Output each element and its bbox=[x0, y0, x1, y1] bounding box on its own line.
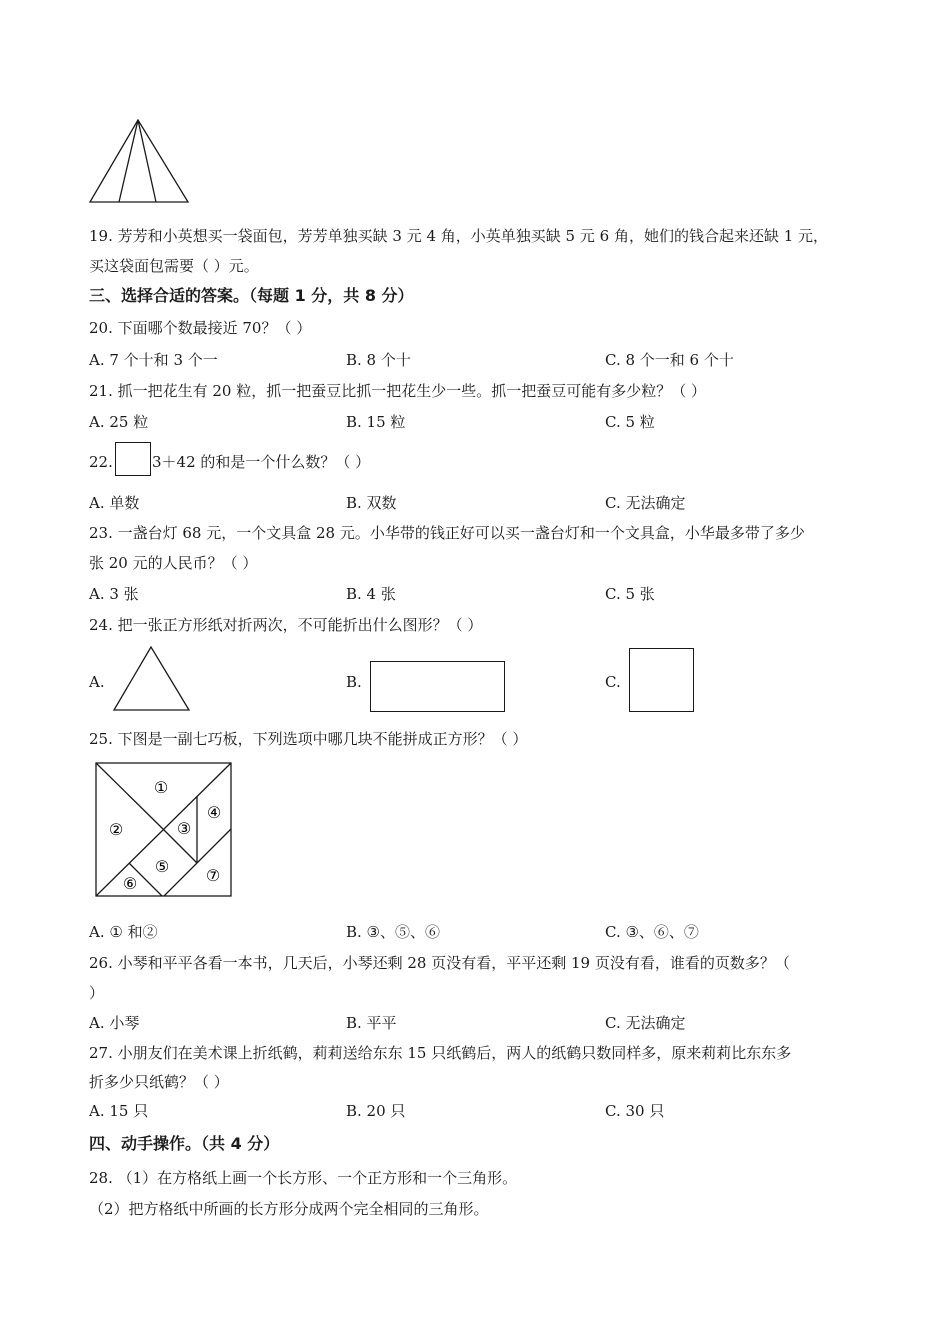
q22-stem: 3＋42 的和是一个什么数？（ ） bbox=[152, 453, 371, 471]
tangram-label-7: ⑦ bbox=[205, 866, 221, 885]
q24-square-shape bbox=[629, 648, 694, 712]
tangram-figure bbox=[95, 762, 233, 898]
q27-option-a: A. 15 只 bbox=[89, 1102, 149, 1120]
q21-stem: 21. 抓一把花生有 20 粒，抓一把蚕豆比抓一把花生少一些。抓一把蚕豆可能有多少粒？（ ） bbox=[89, 382, 707, 400]
q27-line1: 27. 小朋友们在美术课上折纸鹤，莉莉送给东东 15 只纸鹤后，两人的纸鹤只数同样多，原来莉莉比东东多 bbox=[89, 1044, 792, 1062]
q24-label-c: C. bbox=[605, 673, 621, 691]
q22-option-c: C. 无法确定 bbox=[605, 494, 686, 512]
tangram-label-3: ③ bbox=[176, 819, 192, 838]
q25-option-a: A. ① 和② bbox=[89, 923, 158, 941]
section3-title: 三、选择合适的答案。（每题 1 分，共 8 分） bbox=[89, 286, 414, 305]
q26-line2: ） bbox=[89, 984, 105, 1002]
q20-option-c: C. 8 个一和 6 个十 bbox=[605, 351, 734, 369]
q24-rectangle-shape bbox=[370, 661, 505, 712]
q21-option-c: C. 5 粒 bbox=[605, 413, 655, 431]
q20-option-a: A. 7 个十和 3 个一 bbox=[89, 351, 218, 369]
q26-option-c: C. 无法确定 bbox=[605, 1014, 686, 1032]
q27-option-c: C. 30 只 bbox=[605, 1102, 665, 1120]
q27-line2: 折多少只纸鹤？（ ） bbox=[89, 1073, 229, 1091]
q26-line1: 26. 小琴和平平各看一本书，几天后，小琴还剩 28 页没有看，平平还剩 19 页没有看，谁看的页数多？（ bbox=[89, 954, 790, 972]
tangram-label-4: ④ bbox=[206, 803, 222, 822]
q24-label-b: B. bbox=[346, 673, 362, 691]
tangram-label-1: ① bbox=[153, 778, 169, 797]
q26-option-b: B. 平平 bbox=[346, 1014, 397, 1032]
q21-option-a: A. 25 粒 bbox=[89, 413, 149, 431]
tangram-label-5: ⑤ bbox=[154, 857, 170, 876]
q22-option-a: A. 单数 bbox=[89, 494, 140, 512]
q24-stem: 24. 把一张正方形纸对折两次，不可能折出什么图形？（ ） bbox=[89, 616, 483, 634]
q22-number: 22. bbox=[89, 453, 113, 471]
q23-option-a: A. 3 张 bbox=[89, 585, 139, 603]
q23-line1: 23. 一盏台灯 68 元，一个文具盒 28 元。小华带的钱正好可以买一盏台灯和一个文具盒，小华最多带了多少 bbox=[89, 524, 805, 542]
q28-line2: （2）把方格纸中所画的长方形分成两个完全相同的三角形。 bbox=[89, 1200, 489, 1218]
q23-option-c: C. 5 张 bbox=[605, 585, 655, 603]
q22-blank-box bbox=[115, 442, 151, 476]
tangram-label-6: ⑥ bbox=[122, 874, 138, 893]
triangle-figure bbox=[88, 118, 192, 206]
q22-option-b: B. 双数 bbox=[346, 494, 397, 512]
q20-option-b: B. 8 个十 bbox=[346, 351, 411, 369]
q19-line1: 19. 芳芳和小英想买一袋面包，芳芳单独买缺 3 元 4 角，小英单独买缺 5 元 6 角，她们的钱合起来还缺 1 元， bbox=[89, 227, 829, 245]
q28-line1: 28. （1）在方格纸上画一个长方形、一个正方形和一个三角形。 bbox=[89, 1169, 518, 1187]
section4-title: 四、动手操作。（共 4 分） bbox=[89, 1134, 280, 1153]
q24-triangle-shape bbox=[112, 645, 192, 713]
q24-label-a: A. bbox=[89, 673, 105, 691]
q25-option-b: B. ③、⑤、⑥ bbox=[346, 923, 441, 941]
q23-option-b: B. 4 张 bbox=[346, 585, 396, 603]
q20-stem: 20. 下面哪个数最接近 70？（ ） bbox=[89, 319, 312, 337]
q19-line2: 买这袋面包需要（ ）元。 bbox=[89, 257, 259, 275]
q25-option-c: C. ③、⑥、⑦ bbox=[605, 923, 699, 941]
q26-option-a: A. 小琴 bbox=[89, 1014, 140, 1032]
q23-line2: 张 20 元的人民币？（ ） bbox=[89, 554, 258, 572]
q27-option-b: B. 20 只 bbox=[346, 1102, 406, 1120]
q25-stem: 25. 下图是一副七巧板，下列选项中哪几块不能拼成正方形？（ ） bbox=[89, 730, 528, 748]
q21-option-b: B. 15 粒 bbox=[346, 413, 406, 431]
tangram-label-2: ② bbox=[108, 820, 124, 839]
